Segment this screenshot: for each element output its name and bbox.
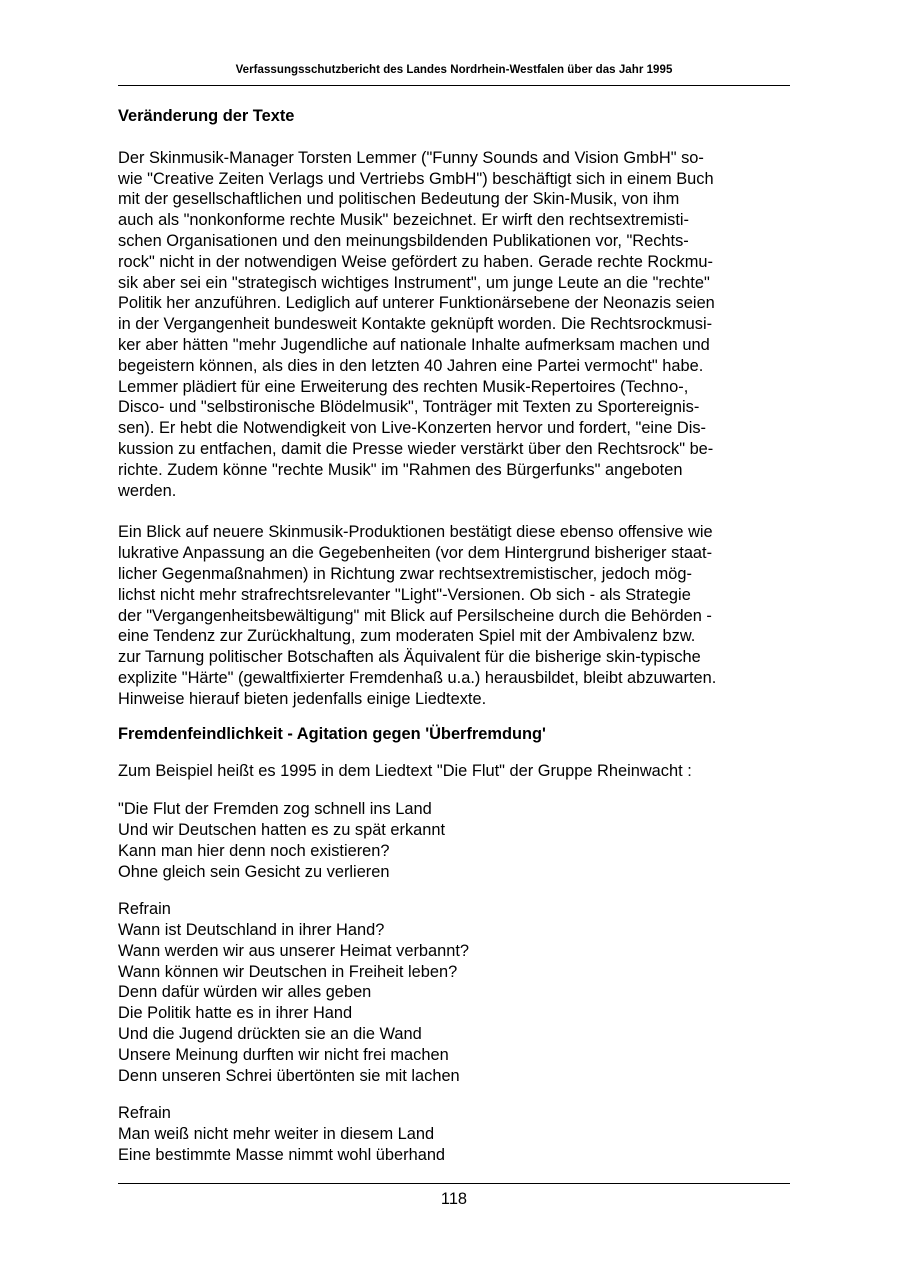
running-header: Verfassungsschutzbericht des Landes Nordrhein-Westfalen über das Jahr 1995	[235, 64, 673, 76]
header-rule	[118, 85, 790, 86]
lyrics-intro: Zum Beispiel heißt es 1995 in dem Liedtext "Die Flut" der Gruppe Rheinwacht :	[118, 762, 692, 781]
lyrics-line: Kann man hier denn noch existieren?	[118, 841, 390, 860]
text-line: Ein Blick auf neuere Skinmusik-Produktionen bestätigt diese ebenso offensive wie	[118, 523, 713, 542]
text-line: begeistern können, als dies in den letzten 40 Jahren eine Partei vermocht" habe.	[118, 356, 704, 375]
text-line: schen Organisationen und den meinungsbildenden Publikationen vor, "Rechts-	[118, 231, 689, 250]
lyrics-line: Ohne gleich sein Gesicht zu verlieren	[118, 862, 390, 881]
text-line: in der Vergangenheit bundesweit Kontakte geknüpft worden. Die Rechtsrockmusi-	[118, 315, 713, 334]
text-line: Lemmer plädiert für eine Erweiterung des rechten Musik-Repertoires (Techno-,	[118, 377, 689, 396]
text-line: richte. Zudem könne "rechte Musik" im "Rahmen des Bürgerfunks" angeboten	[118, 460, 683, 479]
text-line: Hinweise hierauf bieten jedenfalls einige Liedtexte.	[118, 689, 487, 708]
lyrics-line: Denn dafür würden wir alles geben	[118, 983, 372, 1002]
text-line: auch als "nonkonforme rechte Musik" bezeichnet. Er wirft den rechtsextremisti-	[118, 211, 689, 230]
lyrics-line: Wann können wir Deutschen in Freiheit leben?	[118, 962, 458, 981]
lyrics-line: Und die Jugend drückten sie an die Wand	[118, 1025, 422, 1044]
paragraph-skinmusik	[118, 522, 790, 709]
text-line: lukrative Anpassung an die Gegebenheiten (vor dem Hintergrund bisheriger staat-	[118, 544, 713, 563]
section-heading-fremdenfeindlichkeit: Fremdenfeindlichkeit - Agitation gegen 'Überfremdung'	[118, 724, 546, 743]
text-line: Politik her anzuführen. Lediglich auf unterer Funktionärsebene der Neonazis seien	[118, 294, 715, 313]
footer-rule	[118, 1183, 790, 1184]
lyrics-line: Die Politik hatte es in ihrer Hand	[118, 1004, 353, 1023]
lyrics-verse	[118, 899, 790, 1086]
text-line: Der Skinmusik-Manager Torsten Lemmer ("Funny Sounds and Vision GmbH" so-	[118, 148, 704, 167]
lyrics-line: Wann werden wir aus unserer Heimat verbannt?	[118, 941, 470, 960]
text-line: mit der gesellschaftlichen und politischen Bedeutung der Skin-Musik, von ihm	[118, 190, 680, 209]
text-line: sen). Er hebt die Notwendigkeit von Live-Konzerten hervor und fordert, "eine Dis-	[118, 419, 706, 438]
lyrics-line: Denn unseren Schrei übertönten sie mit lachen	[118, 1066, 460, 1085]
text-line: kussion zu entfachen, damit die Presse wieder verstärkt über den Rechtsrock" be-	[118, 439, 714, 458]
text-line: rock" nicht in der notwendigen Weise gefördert zu haben. Gerade rechte Rockmu-	[118, 252, 713, 271]
text-line: der "Vergangenheitsbewältigung" mit Blick auf Persilscheine durch die Behörden -	[118, 606, 712, 625]
text-line: licher Gegenmaßnahmen) in Richtung zwar rechtsextremistischer, jedoch mög-	[118, 564, 692, 583]
text-line: Disco- und "selbstironische Blödelmusik", Tonträger mit Texten zu Sportereignis-	[118, 398, 700, 417]
lyrics-line: Und wir Deutschen hatten es zu spät erkannt	[118, 820, 446, 839]
text-line: sik aber sei ein "strategisch wichtiges Instrument", um junge Leute an die "rechte"	[118, 273, 710, 292]
text-line: ker aber hätten "mehr Jugendliche auf nationale Inhalte aufmerksam machen und	[118, 335, 710, 354]
lyrics-line: "Die Flut der Fremden zog schnell ins Land	[118, 800, 432, 819]
lyrics-line: Refrain	[118, 900, 171, 919]
lyrics-line: Refrain	[118, 1104, 171, 1123]
lyrics-line: Man weiß nicht mehr weiter in diesem Land	[118, 1125, 435, 1144]
text-line: eine Tendenz zur Zurückhaltung, zum moderaten Spiel mit der Ambivalenz bzw.	[118, 627, 696, 646]
text-line: lichst nicht mehr strafrechtsrelevanter "Light"-Versionen. Ob sich - als Strategie	[118, 585, 691, 604]
lyrics-verse	[118, 799, 790, 882]
lyrics-line: Unsere Meinung durften wir nicht frei machen	[118, 1045, 449, 1064]
text-line: explizite "Härte" (gewaltfixierter Fremdenhaß u.a.) herausbildet, bleibt abzuwarten.	[118, 668, 717, 687]
text-line: zur Tarnung politischer Botschaften als Äquivalent für die bisherige skin-typische	[118, 648, 701, 667]
section-heading-veraenderung: Veränderung der Texte	[118, 107, 295, 125]
lyrics-line: Eine bestimmte Masse nimmt wohl überhand	[118, 1146, 446, 1165]
document-page	[118, 0, 790, 1273]
page-content	[118, 106, 790, 1166]
text-line: wie "Creative Zeiten Verlags und Vertriebs GmbH") beschäftigt sich in einem Buch	[118, 169, 714, 188]
page-number: 118	[440, 1190, 468, 1208]
lyrics-line: Wann ist Deutschland in ihrer Hand?	[118, 921, 385, 940]
lyrics-verse	[118, 1103, 790, 1165]
paragraph-lemmer	[118, 148, 790, 502]
text-line: werden.	[118, 481, 177, 500]
